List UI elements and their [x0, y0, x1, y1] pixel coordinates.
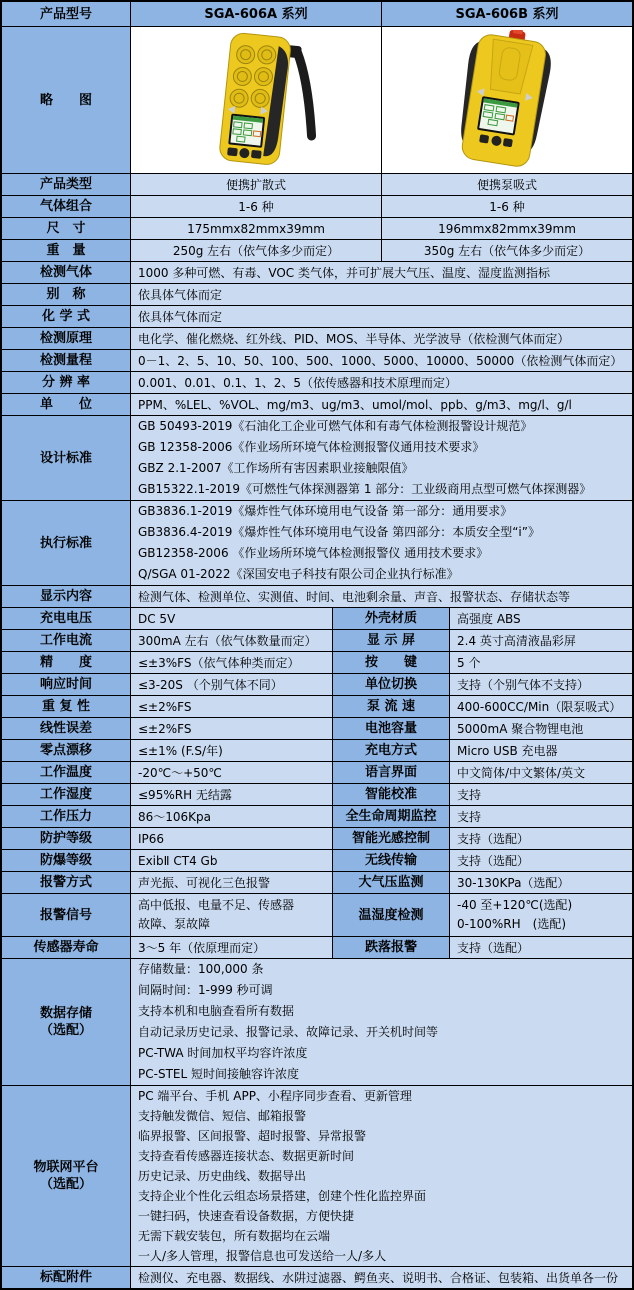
row-label-2 — [332, 894, 449, 936]
spec-text: 0－1、2、5、10、50、100、500、1000、5000、10000、50000（依检测气体而定） — [138, 353, 623, 368]
row-label-text: 报警方式 — [39, 875, 92, 890]
table-row — [2, 717, 632, 739]
device-a-image-cell — [130, 27, 381, 173]
row-value — [130, 328, 632, 349]
row-label — [2, 718, 130, 739]
row-label-2-text: 智能校准 — [364, 787, 417, 802]
row-label-2 — [332, 718, 449, 739]
table-row — [2, 805, 632, 827]
header-series-b — [381, 2, 632, 26]
row-label-text: 精 度 — [39, 655, 92, 670]
row-value-lines — [130, 416, 632, 500]
row-value-2 — [449, 718, 632, 739]
row-label-text: 重 量 — [46, 243, 86, 258]
row-value-2 — [449, 762, 632, 783]
row-label-text: 数据存储 — [39, 1006, 92, 1021]
row-label-text: 防爆等级 — [39, 853, 92, 868]
row-label-text: 尺 寸 — [46, 221, 86, 236]
table-row — [2, 695, 632, 717]
spec-text: 便携泵吸式 — [476, 177, 537, 192]
spec-text: 5000mA 聚合物锂电池 — [457, 721, 584, 736]
row-label — [2, 416, 130, 500]
table-header-row — [2, 2, 632, 26]
row-label-text: 化 学 式 — [41, 309, 91, 324]
row-label — [2, 784, 130, 805]
row-label-text: 单 位 — [39, 397, 92, 412]
spec-line: GB15322.1-2019《可燃性气体探测器第 1 部分：工业级商用点型可燃气体探测器》 — [138, 482, 592, 496]
row-label-text: 报警信号 — [39, 907, 92, 923]
row-value-a — [130, 218, 381, 239]
spec-text: 支持（选配） — [457, 853, 530, 868]
row-label-2-text: 温湿度检测 — [358, 907, 424, 923]
row-label — [2, 328, 130, 349]
header-model-label — [2, 2, 130, 26]
table-row — [2, 871, 632, 893]
table-row — [2, 936, 632, 958]
table-row — [2, 761, 632, 783]
row-label — [2, 652, 130, 673]
row-value-a — [130, 240, 381, 261]
table-row — [2, 305, 632, 327]
spec-text: 中文简体/中文繁体/英文 — [457, 765, 586, 780]
spec-text: 1-6 种 — [238, 199, 274, 214]
row-label-text: 充电电压 — [39, 611, 92, 626]
row-value-1 — [130, 696, 332, 717]
spec-text: 支持（个别气体不支持） — [457, 677, 590, 692]
spec-line: 自动记录历史记录、报警记录、故障记录、开关机时间等 — [138, 1025, 439, 1039]
spec-text: 400-600CC/Min（限泵吸式） — [457, 699, 622, 714]
row-label-2 — [332, 850, 449, 871]
row-label-text: 设计标准 — [39, 450, 92, 466]
header-series-a — [130, 2, 381, 26]
row-label-subtext: （选配） — [39, 1177, 92, 1192]
row-label-2 — [332, 806, 449, 827]
image-row — [2, 26, 632, 173]
table-row — [2, 1085, 632, 1266]
spec-line: 存储数量：100,000 条 — [138, 962, 264, 976]
row-value — [130, 394, 632, 415]
spec-text: 196mmx82mmx39mm — [438, 221, 576, 236]
device-b-image-cell — [381, 27, 632, 173]
row-label-2-text: 泵 流 速 — [366, 699, 416, 714]
spec-text: 声光振、可视化三色报警 — [138, 875, 271, 890]
row-label-2 — [332, 828, 449, 849]
row-value-2 — [449, 894, 632, 936]
row-label-text: 产品类型 — [39, 177, 92, 192]
table-row — [2, 261, 632, 283]
row-label-2-text: 全生命周期监控 — [345, 809, 437, 824]
table-row — [2, 415, 632, 500]
spec-line: GB3836.4-2019《爆炸性气体环境用电气设备 第四部分：本质安全型“i”》 — [138, 525, 540, 539]
table-row — [2, 783, 632, 805]
spec-text: 300mA 左右（依气体数量而定） — [138, 633, 317, 648]
row-label-text: 工作温度 — [39, 765, 92, 780]
row-value-b — [381, 240, 632, 261]
row-label — [2, 696, 130, 717]
row-label — [2, 740, 130, 761]
row-label-2 — [332, 937, 449, 958]
spec-line: GB 50493-2019《石油化工企业可燃气体和有毒气体检测报警设计规范》 — [138, 419, 533, 433]
spec-line: GB 12358-2006《作业场所环境气体检测报警仪通用技术要求》 — [138, 440, 485, 454]
spec-line: GB12358-2006 《作业场所环境气体检测报警仪 通用技术要求》 — [138, 546, 489, 560]
row-label-2-text: 单位切换 — [364, 677, 417, 692]
table-row — [2, 585, 632, 607]
spec-text: ≤3-20S （个别气体不同） — [138, 677, 283, 692]
spec-text: ≤±3%FS（依气体种类而定） — [138, 655, 300, 670]
row-label — [2, 350, 130, 371]
row-label-text: 别 称 — [46, 287, 86, 302]
row-value — [130, 372, 632, 393]
row-label-text: 检测气体 — [39, 265, 92, 280]
header-series-a-text: SGA-606A 系列 — [204, 6, 308, 22]
spec-text: 高强度 ABS — [457, 611, 521, 626]
row-label-text: 气体组合 — [39, 199, 92, 214]
row-label-2-text: 语言界面 — [364, 765, 417, 780]
row-label — [2, 262, 130, 283]
table-row — [2, 217, 632, 239]
row-value-1 — [130, 872, 332, 893]
spec-line: 历史记录、历史曲线、数据导出 — [138, 1169, 307, 1183]
row-label-text: 标配附件 — [39, 1270, 92, 1285]
spec-line: 支持企业个性化云组态场景搭建，创建个性化监控界面 — [138, 1189, 427, 1203]
table-row — [2, 629, 632, 651]
spec-text: Micro USB 充电器 — [457, 743, 558, 758]
row-label-2 — [332, 608, 449, 629]
spec-text: 依具体气体而定 — [138, 309, 223, 324]
row-label — [2, 174, 130, 195]
spec-text: 依具体气体而定 — [138, 287, 223, 302]
row-value-2 — [449, 674, 632, 695]
row-value-1 — [130, 784, 332, 805]
spec-line: -40 至+120℃(选配) — [457, 898, 573, 912]
table-row — [2, 607, 632, 629]
spec-text: 1-6 种 — [489, 199, 525, 214]
row-value-2 — [449, 696, 632, 717]
row-label — [2, 586, 130, 607]
row-value — [130, 284, 632, 305]
row-label-text: 工作电流 — [39, 633, 92, 648]
image-row-label-text: 略 图 — [39, 92, 92, 108]
row-label — [2, 850, 130, 871]
row-label — [2, 959, 130, 1085]
row-value-2 — [449, 806, 632, 827]
spec-text: DC 5V — [138, 611, 176, 626]
row-label-text: 线性误差 — [39, 721, 92, 736]
spec-text: 1000 多种可燃、有毒、VOC 类气体，并可扩展大气压、温度、湿度监测指标 — [138, 265, 550, 280]
spec-text: ExibⅡ CT4 Gb — [138, 853, 218, 868]
device-a-antenna-icon — [289, 52, 320, 136]
row-value-1 — [130, 894, 332, 936]
table-row — [2, 195, 632, 217]
row-value — [130, 262, 632, 283]
row-label-2-text: 显 示 屏 — [366, 633, 416, 648]
row-label — [2, 894, 130, 936]
spec-text: 2.4 英寸高清液晶彩屏 — [457, 633, 576, 648]
row-label-text: 分 辨 率 — [41, 375, 91, 390]
row-value-1 — [130, 762, 332, 783]
row-label — [2, 284, 130, 305]
spec-line: 一键扫码，快速查看设备数据，方便快捷 — [138, 1209, 355, 1223]
image-row-label — [2, 27, 130, 173]
row-label — [2, 196, 130, 217]
row-value-2 — [449, 784, 632, 805]
table-row — [2, 1266, 632, 1288]
row-label — [2, 1086, 130, 1266]
row-value-b — [381, 196, 632, 217]
row-label-2-text: 智能光感控制 — [351, 831, 430, 846]
spec-line: 临界报警、区间报警、超时报警、异常报警 — [138, 1129, 367, 1143]
table-row — [2, 239, 632, 261]
row-value-1 — [130, 828, 332, 849]
spec-text: 250g 左右（依气体多少而定） — [172, 243, 340, 258]
table-row — [2, 958, 632, 1085]
row-label-2-text: 跌落报警 — [364, 940, 417, 955]
spec-text: ≤95%RH 无结露 — [138, 787, 232, 802]
row-label — [2, 306, 130, 327]
row-label — [2, 762, 130, 783]
header-series-b-text: SGA-606B 系列 — [455, 6, 559, 22]
row-label — [2, 218, 130, 239]
row-label-2 — [332, 696, 449, 717]
spec-text: 便携扩散式 — [225, 177, 286, 192]
row-value-a — [130, 196, 381, 217]
device-b-image — [402, 30, 612, 170]
row-label — [2, 1267, 130, 1288]
row-value-2 — [449, 828, 632, 849]
spec-text: IP66 — [138, 831, 165, 846]
row-value-2 — [449, 652, 632, 673]
spec-text: 5 个 — [457, 655, 481, 670]
spec-text: 支持 — [457, 809, 482, 824]
table-row — [2, 283, 632, 305]
table-row — [2, 500, 632, 585]
spec-text: 350g 左右（依气体多少而定） — [423, 243, 591, 258]
row-label-2 — [332, 872, 449, 893]
spec-text: 86～106Kpa — [138, 809, 212, 824]
spec-line: 支持触发微信、短信、邮箱报警 — [138, 1109, 307, 1123]
spec-line: GB3836.1-2019《爆炸性气体环境用电气设备 第一部分：通用要求》 — [138, 504, 513, 518]
row-label — [2, 674, 130, 695]
row-value-1 — [130, 850, 332, 871]
table-row — [2, 739, 632, 761]
spec-text: 支持（选配） — [457, 831, 530, 846]
row-label-text: 检测量程 — [39, 353, 92, 368]
row-value-1 — [130, 740, 332, 761]
spec-line: 故障、泵故障 — [138, 917, 211, 931]
row-label-2 — [332, 674, 449, 695]
row-value-2 — [449, 937, 632, 958]
row-label-2-text: 外壳材质 — [364, 611, 417, 626]
spec-text: PPM、%LEL、%VOL、mg/m3、ug/m3、umol/mol、ppb、g/m3、mg/l、g/l — [138, 397, 572, 412]
row-label-text: 传感器寿命 — [33, 940, 99, 955]
row-label-text: 工作湿度 — [39, 787, 92, 802]
spec-line: 一人/多人管理，报警信息也可发送给一人/多人 — [138, 1249, 387, 1263]
row-value-lines — [130, 1086, 632, 1266]
row-value-1 — [130, 806, 332, 827]
row-label — [2, 872, 130, 893]
row-label — [2, 394, 130, 415]
row-value-2 — [449, 850, 632, 871]
row-value-2 — [449, 740, 632, 761]
table-row — [2, 893, 632, 936]
spec-text: 检测气体、检测单位、实测值、时间、电池剩余量、声音、报警状态、存储状态等 — [138, 589, 571, 604]
spec-text: 电化学、催化燃烧、红外线、PID、MOS、半导体、光学波导（依检测气体而定） — [138, 331, 570, 346]
table-row — [2, 849, 632, 871]
row-value-1 — [130, 630, 332, 651]
row-label-2 — [332, 740, 449, 761]
row-label-2 — [332, 652, 449, 673]
table-row — [2, 327, 632, 349]
row-value-2 — [449, 872, 632, 893]
spec-text: 检测仪、充电器、数据线、水阱过滤器、鳄鱼夹、说明书、合格证、包装箱、出货单各一份 — [138, 1270, 619, 1285]
row-label-subtext: （选配） — [39, 1023, 92, 1038]
spec-line: Q/SGA 01-2022《深国安电子科技有限公司企业执行标准》 — [138, 567, 459, 581]
row-label-text: 重 复 性 — [41, 699, 91, 714]
row-label — [2, 630, 130, 651]
row-label-2-text: 大气压监测 — [358, 875, 424, 890]
row-label — [2, 828, 130, 849]
table-row — [2, 371, 632, 393]
row-label-text: 工作压力 — [39, 809, 92, 824]
header-model-label-text: 产品型号 — [39, 6, 92, 22]
row-label-text: 零点漂移 — [39, 743, 92, 758]
row-label-2 — [332, 784, 449, 805]
spec-line: 高中低报、电量不足、传感器 — [138, 898, 295, 912]
row-value-lines — [130, 959, 632, 1085]
table-row — [2, 673, 632, 695]
row-value-b — [381, 174, 632, 195]
row-label — [2, 806, 130, 827]
row-value-1 — [130, 937, 332, 958]
row-value-2 — [449, 608, 632, 629]
spec-line: 0-100%RH (选配) — [457, 917, 566, 931]
row-value-1 — [130, 718, 332, 739]
row-value — [130, 350, 632, 371]
row-label-text: 物联网平台 — [33, 1160, 99, 1175]
row-label-2 — [332, 762, 449, 783]
row-label — [2, 937, 130, 958]
spec-text: 30-130KPa（选配） — [457, 875, 570, 890]
row-label — [2, 501, 130, 585]
row-label-text: 执行标准 — [39, 535, 92, 551]
row-label-2-text: 充电方式 — [364, 743, 417, 758]
table-row — [2, 349, 632, 371]
row-label-text: 响应时间 — [39, 677, 92, 692]
row-value-1 — [130, 674, 332, 695]
spec-line: 无需下载安装包，所有数据均在云端 — [138, 1229, 331, 1243]
row-value — [130, 1267, 632, 1288]
spec-line: 间隔时间：1-999 秒可调 — [138, 983, 273, 997]
spec-line: 支持本机和电脑查看所有数据 — [138, 1004, 295, 1018]
spec-text: ≤±1% (F.S/年) — [138, 743, 223, 758]
spec-line: PC-TWA 时间加权平均容许浓度 — [138, 1046, 308, 1060]
spec-text: 3～5 年（依原理而定） — [138, 940, 266, 955]
row-label-text: 显示内容 — [39, 589, 92, 604]
spec-text: ≤±2%FS — [138, 721, 192, 736]
row-value-1 — [130, 652, 332, 673]
row-label — [2, 608, 130, 629]
spec-text: 支持 — [457, 787, 482, 802]
spec-text: 175mmx82mmx39mm — [187, 221, 325, 236]
table-row — [2, 173, 632, 195]
table-row — [2, 393, 632, 415]
spec-line: PC-STEL 短时间接触容许浓度 — [138, 1067, 299, 1081]
spec-line: 支持查看传感器连接状态、数据更新时间 — [138, 1149, 355, 1163]
spec-line: PC 端平台、手机 APP、小程序同步查看、更新管理 — [138, 1089, 412, 1103]
table-row — [2, 651, 632, 673]
spec-text: ≤±2%FS — [138, 699, 192, 714]
row-value-2 — [449, 630, 632, 651]
row-label-2 — [332, 630, 449, 651]
row-label-2-text: 电池容量 — [364, 721, 417, 736]
spec-text: -20℃～+50℃ — [138, 765, 222, 780]
row-label-2-text: 无线传输 — [364, 853, 417, 868]
row-value-lines — [130, 501, 632, 585]
table-row — [2, 827, 632, 849]
row-label-text: 防护等级 — [39, 831, 92, 846]
spec-line: GBZ 2.1-2007《工作场所有害因素职业接触限值》 — [138, 461, 414, 475]
row-value-b — [381, 218, 632, 239]
row-value — [130, 586, 632, 607]
spec-text: 支持（选配） — [457, 940, 530, 955]
row-value-a — [130, 174, 381, 195]
row-value — [130, 306, 632, 327]
row-label — [2, 372, 130, 393]
spec-text: 0.001、0.01、0.1、1、2、5（依传感器和技术原理而定） — [138, 375, 458, 390]
device-a-image — [151, 30, 361, 170]
row-label — [2, 240, 130, 261]
row-label-text: 检测原理 — [39, 331, 92, 346]
row-value-1 — [130, 608, 332, 629]
row-label-2-text: 按 键 — [364, 655, 417, 670]
